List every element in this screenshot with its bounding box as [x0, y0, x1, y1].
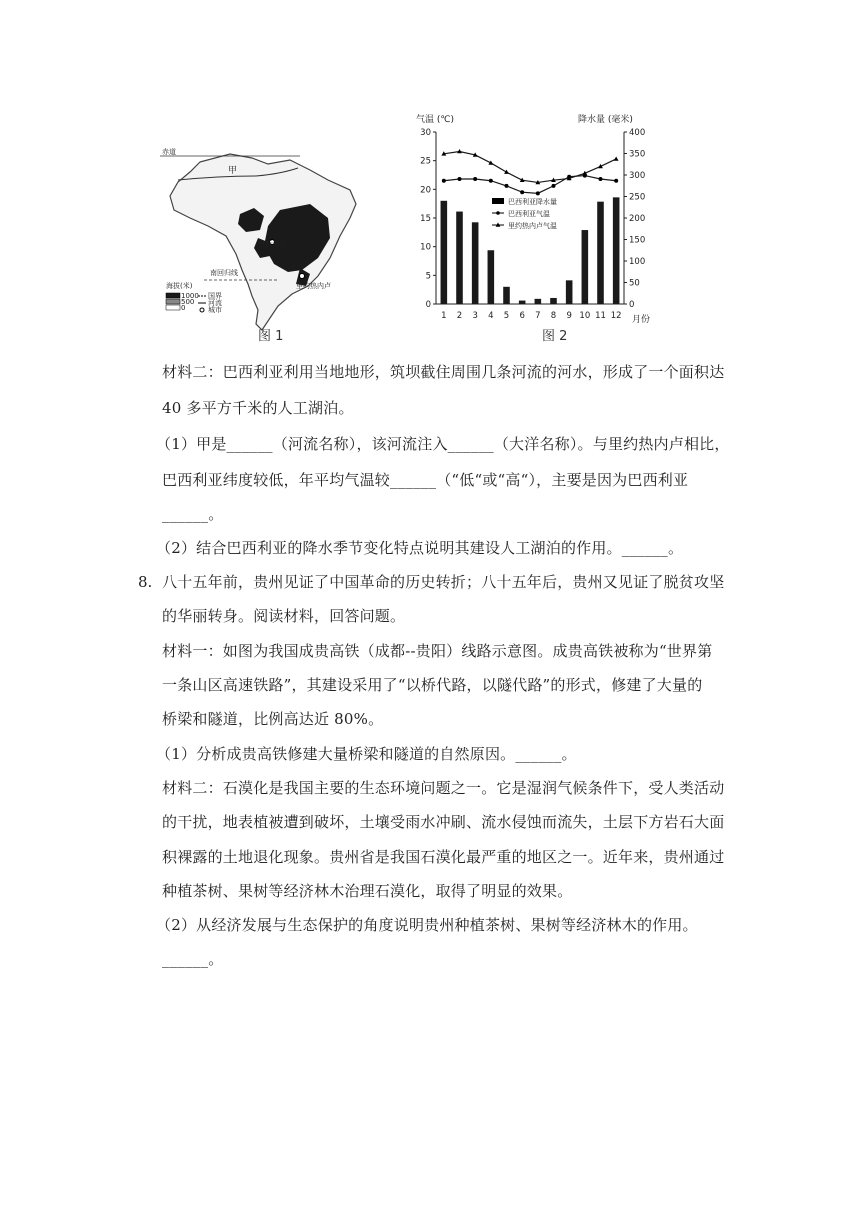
precip-bar [582, 230, 589, 304]
legend-swatch [496, 211, 500, 215]
temperature-point [536, 191, 540, 195]
item-number: 8. [138, 573, 153, 591]
rio-label: 里约热内卢 [296, 282, 331, 290]
temperature-point [473, 177, 477, 181]
legend-value: 500 [181, 298, 195, 306]
question-8-2-line: ______。 [162, 950, 224, 968]
material-1-line: 材料一：如图为我国成贵高铁（成都--贵阳）线路示意图。成贵高铁被称为“世界第 [162, 642, 713, 660]
item-8-line: 八十五年前，贵州见证了中国革命的历史转折；八十五年后，贵州又见证了脱贫攻坚 [162, 573, 725, 591]
x-tick-label: 8 [550, 311, 557, 321]
material-8-2-line: 积裸露的土地退化现象。贵州省是我国石漠化最严重的地区之一。近年来，贵州通过 [162, 848, 725, 866]
x-tick-label: 3 [472, 311, 478, 321]
brasilia-label: 巴西利亚 [258, 240, 286, 248]
temperature-point [489, 179, 493, 183]
legend-swatch [492, 198, 504, 204]
y-tick-label-right: 50 [629, 278, 640, 289]
question-1-line: ______。 [162, 505, 224, 523]
material-1-line: 桥梁和隧道，比例高达近 80%。 [162, 710, 384, 728]
y-tick-label-right: 200 [629, 214, 646, 224]
equator-label: 赤道 [162, 148, 176, 156]
y-tick-label-left: 10 [420, 242, 431, 253]
question-8-1-line: （1）分析成贵高铁修建大量桥梁和隧道的自然原因。______。 [156, 745, 577, 763]
river-jia-label: 甲 [228, 166, 238, 176]
x-tick-label: 12 [610, 311, 622, 321]
precip-bar [472, 222, 479, 304]
question-2-line: （2）结合巴西利亚的降水季节变化特点说明其建设人工湖泊的作用。______。 [156, 539, 684, 557]
precip-bar [519, 301, 526, 304]
precip-bar [441, 201, 448, 304]
question-8-2-line: （2）从经济发展与生态保护的角度说明贵州种植茶树、果树等经济林木的作用。 [156, 916, 698, 934]
legend-item: 国界 [208, 292, 222, 300]
y-tick-label-right: 150 [629, 235, 646, 246]
plot-area [420, 128, 645, 321]
precip-bar [566, 280, 573, 304]
tropic-label: 南回归线 [210, 269, 238, 277]
brazil-map-figure [160, 118, 360, 346]
temperature-point [458, 177, 462, 181]
legend-label: 巴西利亚气温 [508, 210, 550, 218]
y-tick-label-left: 30 [420, 128, 431, 138]
precip-bar [613, 197, 620, 304]
y-tick-label-left: 25 [420, 156, 431, 167]
precip-bar [488, 250, 495, 304]
material-1-line: 一条山区高速铁路”，其建设采用了“以桥代路，以隧代路”的形式，修建了大量的 [162, 676, 703, 694]
item-8-line: 的华丽转身。阅读材料，回答问题。 [162, 607, 406, 625]
x-tick-label: 1 [441, 311, 447, 321]
y-tick-label-left: 15 [420, 214, 431, 224]
temperature-point [505, 184, 509, 188]
map-legend [166, 281, 222, 314]
chart-caption: 图 2 [542, 329, 568, 344]
climate-chart [410, 110, 660, 346]
x-tick-label: 9 [566, 311, 572, 321]
y-tick-label-left: 5 [425, 271, 431, 282]
temperature-point [442, 179, 446, 183]
legend-item: 城市 [208, 306, 222, 314]
y-tick-label-right: 400 [629, 128, 646, 138]
temperature-line [444, 176, 616, 194]
y-left-label: 气温 (℃) [416, 115, 454, 125]
question-1-line: 巴西利亚纬度较低，年平均气温较______（“低“或“高“），主要是因为巴西利亚 [162, 471, 689, 489]
x-tick-label: 4 [488, 311, 494, 321]
x-tick-label: 11 [595, 311, 606, 321]
temperature-point [614, 179, 618, 183]
legend-label: 里约热内卢气温 [508, 222, 557, 230]
material-8-2-line: 种植茶树、果树等经济林木治理石漠化，取得了明显的效果。 [162, 882, 573, 900]
material-2-line: 40 多平方千米的人工湖泊。 [162, 399, 354, 417]
y-tick-label-right: 0 [629, 300, 635, 310]
x-tick-label: 2 [456, 311, 463, 321]
y-tick-label-right: 350 [629, 149, 646, 160]
y-right-label: 降水量 (毫米) [578, 115, 633, 125]
temperature-point [520, 190, 524, 194]
material-8-2-line: 材料二：石漠化是我国主要的生态环境问题之一。它是湿润气候条件下，受人类活动 [162, 779, 725, 797]
temperature-point [599, 177, 603, 181]
y-tick-label-right: 100 [629, 257, 646, 267]
x-tick-label: 5 [503, 311, 510, 321]
x-tick-label: 6 [519, 311, 525, 321]
y-tick-label-right: 250 [629, 192, 646, 203]
legend-value: 0 [181, 304, 186, 312]
y-tick-label-left: 0 [425, 300, 431, 310]
figure1-caption: 图 1 [258, 329, 284, 344]
precip-bar [550, 298, 557, 304]
temperature-point [614, 156, 619, 160]
material-8-2-line: 的干扰，地表植被遭到破坏，土壤受雨水冲刷、流水侵蚀而流失，土层下方岩石大面 [162, 813, 725, 831]
temperature-line [444, 151, 616, 182]
question-1-line: （1）甲是______（河流名称），该河流注入______（大洋名称）。与里约热内卢相比， [156, 435, 730, 453]
y-tick-label-right: 300 [629, 171, 646, 181]
legend-item: 河流 [208, 299, 222, 307]
x-tick-label: 7 [535, 311, 541, 321]
precip-bar [456, 212, 463, 304]
precip-bar [535, 299, 542, 304]
temperature-point [552, 184, 556, 188]
y-tick-label-left: 20 [420, 185, 431, 196]
precip-bar [503, 287, 510, 304]
x-axis-label: 月份 [632, 315, 651, 325]
material-2-line: 材料二：巴西利亚利用当地地形，筑坝截住周围几条河流的河水，形成了一个面积达 [162, 363, 725, 381]
legend-label: 巴西利亚降水量 [508, 198, 557, 206]
precip-bar [597, 202, 604, 304]
legend-value: 1000 [181, 292, 199, 300]
x-tick-label: 10 [579, 311, 591, 321]
legend-title: 海拔(米) [166, 282, 193, 290]
